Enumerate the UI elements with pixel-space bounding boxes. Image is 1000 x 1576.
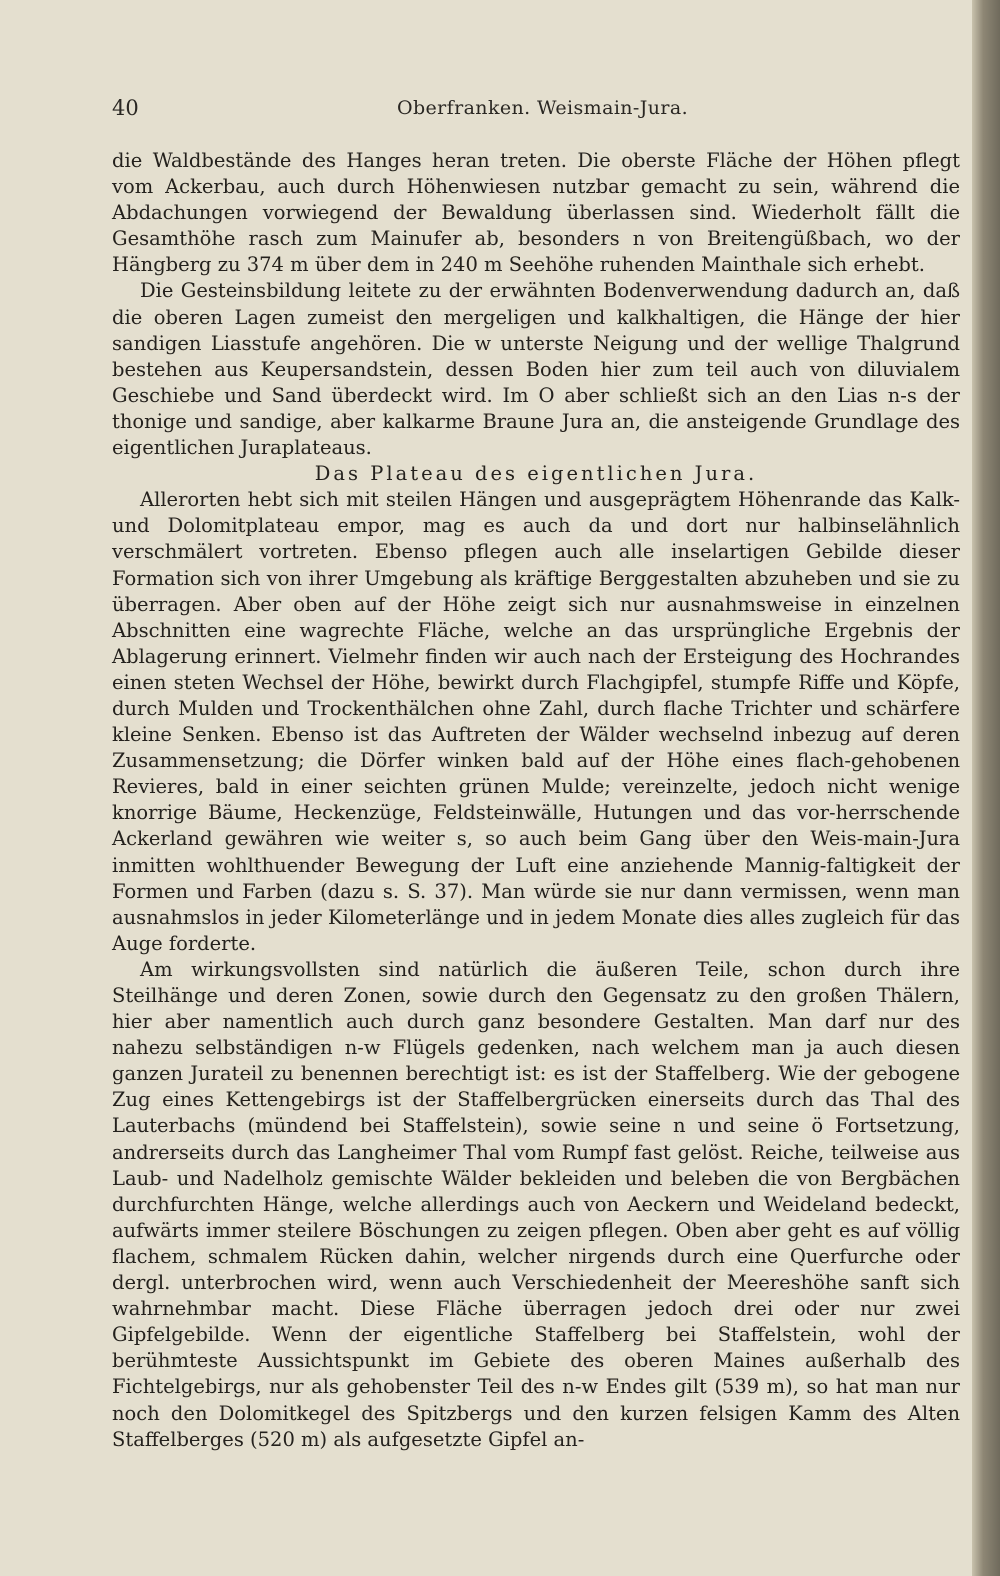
page-header bbox=[112, 93, 972, 125]
paragraph-3: Allerorten hebt sich mit steilen Hängen und ausgeprägtem Höhenrande das Kalk- und Dolomitplateau empor, mag es auch da und dort nur halbinselähnlich verschmälert vortreten. Ebenso pflegen auch alle inselartigen Gebilde dieser Formation sich von ihrer Umgebung als kräftige Berggestalten abzuheben und sie zu überragen. Aber oben auf der Höhe zeigt sich nur ausnahmsweise in einzelnen Abschnitten eine wagrechte Fläche, welche an das ursprüngliche Ergebnis der Ablagerung erinnert. Vielmehr finden wir auch nach der Ersteigung des Hochrandes einen steten Wechsel der Höhe, bewirkt durch Flachgipfel, stumpfe Riffe und Köpfe, durch Mulden und Trockenthälchen ohne Zahl, durch flache Trichter und schärfere kleine Senken. Ebenso ist das Auftreten der Wälder wechselnd inbezug auf deren Zusammensetzung; die Dörfer winken bald auf der Höhe eines flach-gehobenen Revieres, bald in einer seichten grünen Mulde; vereinzelte, jedoch nicht wenige knorrige Bäume, Heckenzüge, Feldsteinwälle, Hutungen und das vor-herrschende Ackerland gewähren wie weiter s, so auch beim Gang über den Weis-main-Jura inmitten wohlthuender Bewegung der Luft eine anziehende Mannig-faltigkeit der Formen und Farben (dazu s. S. 37). Man würde sie nur dann vermissen, wenn man ausnahmslos in jeder Kilometerlänge und in jedem Monate dies alles zugleich für das Auge forderte. bbox=[112, 488, 960, 955]
body-text bbox=[112, 148, 960, 1453]
paragraph-1: die Waldbestände des Hanges heran treten. Die oberste Fläche der Höhen pflegt vom Ackerbau, auch durch Höhenwiesen nutzbar gemacht zu sein, während die Abdachungen vorwiegend der Bewaldung überlassen sind. Wiederholt fällt die Gesamthöhe rasch zum Mainufer ab, besonders n von Breitengüßbach, wo der Hängberg zu 374 m über dem in 240 m Seehöhe ruhenden Mainthale sich erhebt. bbox=[112, 149, 960, 277]
section-heading: Das Plateau des eigentlichen Jura. bbox=[314, 462, 758, 486]
page-number: 40 bbox=[112, 96, 139, 120]
paragraph-2: Die Gesteinsbildung leitete zu der erwähnten Bodenverwendung dadurch an, daß die oberen Lagen zumeist den mergeligen und kalkhaltigen, die Hänge der hier sandigen Liasstufe angehören. Die w unterste Neigung und der wellige Thalgrund bestehen aus Keupersandstein, dessen Boden hier zum teil auch von diluvialem Geschiebe und Sand überdeckt wird. Im O aber schließt sich an den Lias n-s der thonige und sandige, aber kalkarme Braune Jura an, die ansteigende Grundlage des eigentlichen Juraplateaus. bbox=[112, 279, 960, 460]
paragraph-4: Am wirkungsvollsten sind natürlich die äußeren Teile, schon durch ihre Steilhänge und deren Zonen, sowie durch den Gegensatz zu den großen Thälern, hier aber namentlich auch durch ganz besondere Gestalten. Man darf nur des nahezu selbständigen n-w Flügels gedenken, nach welchem man ja auch diesen ganzen Jurateil zu benennen berechtigt ist: es ist der Staffelberg. Wie der gebogene Zug eines Kettengebirgs ist der Staffelbergrücken einerseits durch das Thal des Lauterbachs (mündend bei Staffelstein), sowie seine n und seine ö Fortsetzung, andrerseits durch das Langheimer Thal vom Rumpf fast gelöst. Reiche, teilweise aus Laub- und Nadelholz gemischte Wälder bekleiden und beleben die von Bergbächen durchfurchten Hänge, welche allerdings auch von Aeckern und Weideland bedeckt, aufwärts immer steilere Böschungen zu zeigen pflegen. Oben aber geht es auf völlig flachem, schmalem Rücken dahin, welcher nirgends durch eine Querfurche oder dergl. unterbrochen wird, wenn auch Verschiedenheit der Meereshöhe sanft sich wahrnehmbar macht. Diese Fläche überragen jedoch drei oder nur zwei Gipfelgebilde. Wenn der eigentliche Staffelberg bei Staffelstein, wohl der berühmteste Aussichtspunkt im Gebiete des oberen Maines außerhalb des Fichtelgebirgs, nur als gehobenster Teil des n-w Endes gilt (539 m), so hat man nur noch den Dolomitkegel des Spitzbergs und den kurzen felsigen Kamm des Alten Staffelberges (520 m) als aufgesetzte Gipfel an- bbox=[112, 957, 960, 1451]
running-title: Oberfranken. Weismain-Jura. bbox=[397, 97, 689, 119]
page-edge-shadow bbox=[972, 0, 1000, 1576]
